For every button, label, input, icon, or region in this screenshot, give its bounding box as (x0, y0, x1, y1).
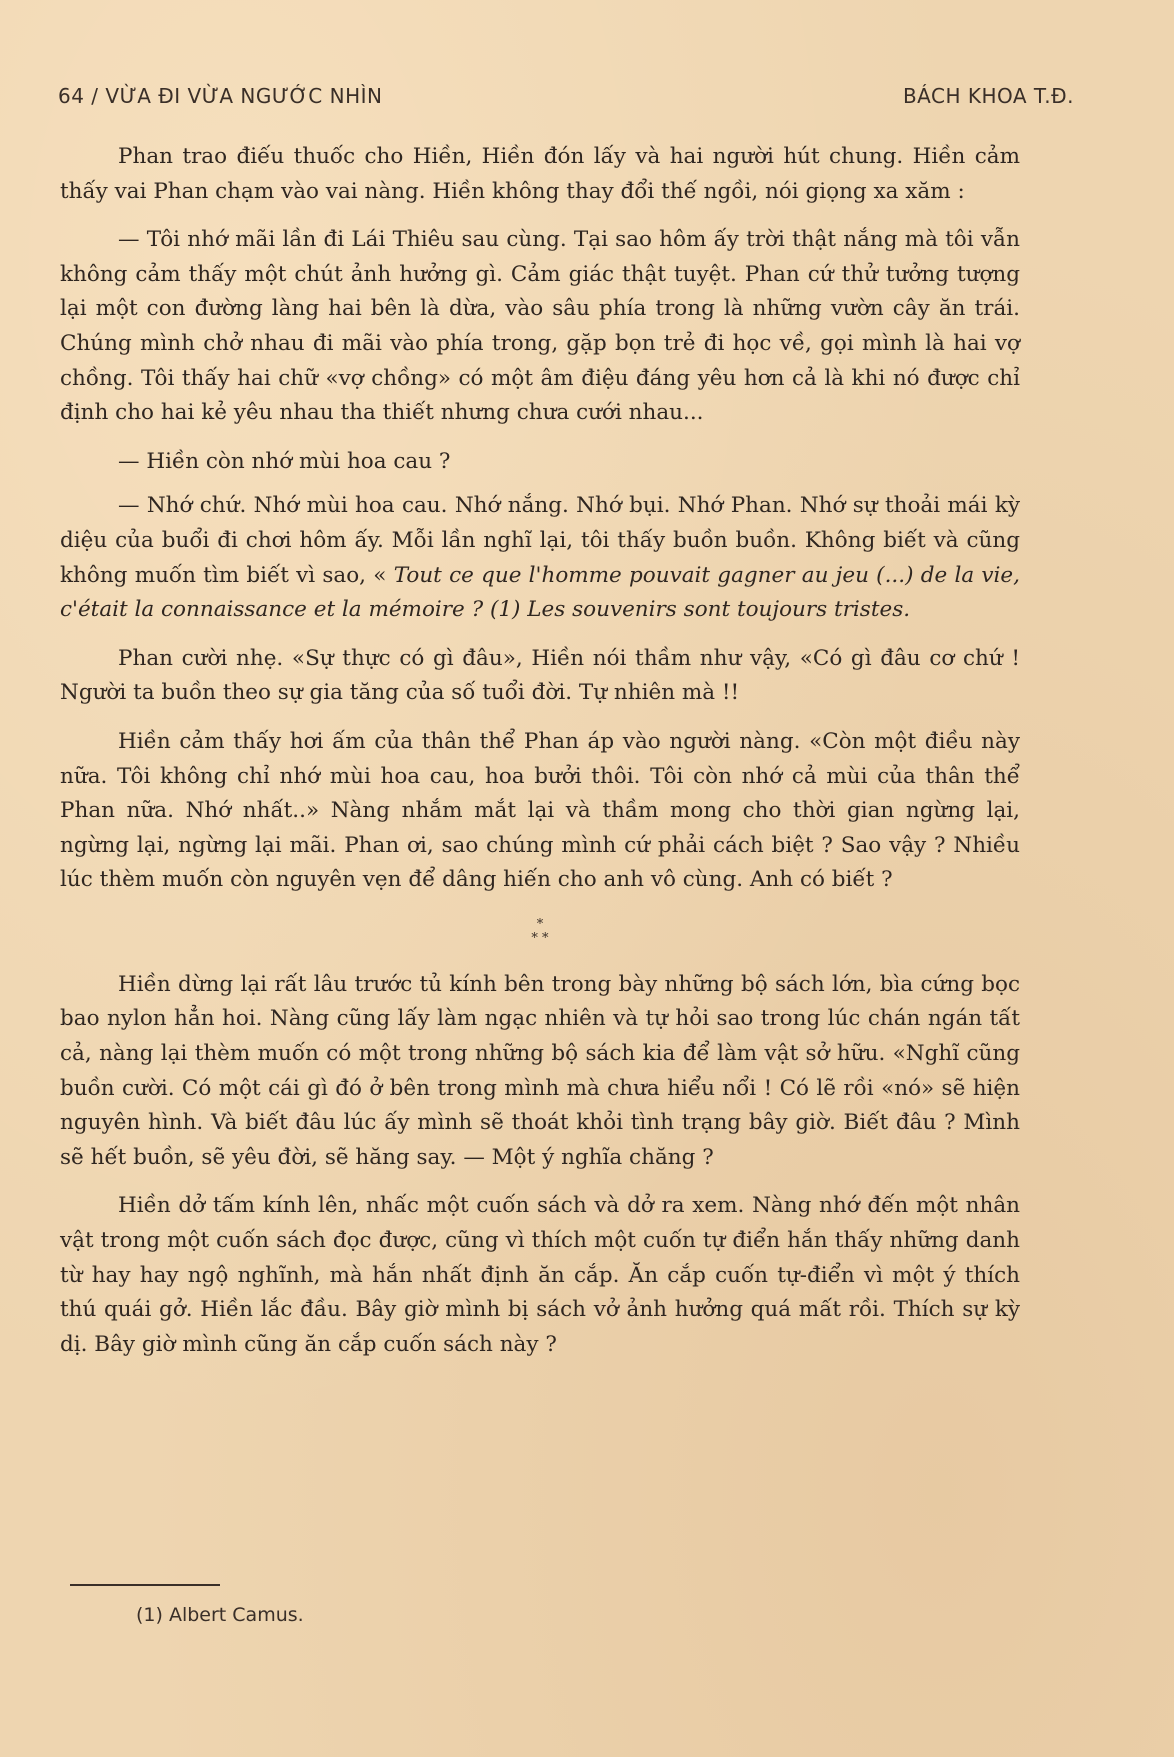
paragraph-2: — Tôi nhớ mãi lần đi Lái Thiêu sau cùng. Tại sao hôm ấy trời thật nắng mà tôi vẫn không cảm thấy một chút ảnh hưởng gì. Cảm giác thật tuyệt. Phan cứ thử tưởng tượng lại một con đường làng hai bên là dừa, vào sâu phía trong là những vườn cây ăn trái. Chúng mình chở nhau đi mãi vào phía trong, gặp bọn trẻ đi học về, gọi mình là hai vợ chồng. Tôi thấy hai chữ «vợ chồng» có một âm điệu đáng yêu hơn cả là khi nó được chỉ định cho hai kẻ yêu nhau tha thiết nhưng chưa cưới nhau... (60, 227, 1020, 426)
paragraph-4 (60, 489, 1020, 627)
header-page-title: 64 / VỪA ĐI VỪA NGƯỚC NHÌN (58, 84, 383, 108)
asterism-top: * (536, 916, 544, 932)
header-publication: BÁCH KHOA T.Đ. (902, 84, 1074, 108)
paragraph-1: Phan trao điếu thuốc cho Hiền, Hiền đón lấy và hai người hút chung. Hiền cảm thấy vai Phan chạm vào vai nàng. Hiền không thay đổi thế ngồi, nói giọng xa xăm : (60, 144, 1020, 204)
footnote: (1) Albert Camus. (136, 1604, 304, 1626)
paragraph-6: Hiền cảm thấy hơi ấm của thân thể Phan áp vào người nàng. «Còn một điều này nữa. Tôi không chỉ nhớ mùi hoa cau, hoa bưởi thôi. Tôi còn nhớ cả mùi của thân thể Phan nữa. Nhớ nhất..» Nàng nhắm mắt lại và thầm mong cho thời gian ngừng lại, ngừng lại, ngừng lại mãi. Phan ơi, sao chúng mình cứ phải cách biệt ? Sao vậy ? Nhiều lúc thèm muốn còn nguyên vẹn để dâng hiến cho anh vô cùng. Anh có biết ? (60, 728, 1020, 893)
camus-quote: Tout ce que l'homme pouvait gagner au jeu (...) de la vie, c'était la connaissance et la mémoire ? (1) Les souvenirs sont toujours tristes. (60, 562, 1020, 623)
paragraph-4-lead: — Nhớ chứ. Nhớ mùi hoa cau. Nhớ nắng. Nhớ bụi. Nhớ Phan. Nhớ sự thoải mái kỳ diệu của buổi đi chơi hôm ấy. Mỗi lần nghĩ lại, tôi thấy buồn buồn. Không biết và cũng không muốn tìm biết vì sao, « (60, 493, 1020, 588)
body-text (60, 140, 1020, 1362)
running-header (58, 84, 1074, 114)
section-break-asterism (60, 918, 1020, 946)
paragraph-7: Hiền dừng lại rất lâu trước tủ kính bên trong bày những bộ sách lớn, bìa cứng bọc bao nylon hẳn hoi. Nàng cũng lấy làm ngạc nhiên và tự hỏi sao trong lúc chán ngán tất cả, nàng lại thèm muốn có một trong những bộ sách kia để làm vật sở hữu. «Nghĩ cũng buồn cười. Có một cái gì đó ở bên trong mình mà chưa hiểu nổi ! Có lẽ rồi «nó» sẽ hiện nguyên hình. Và biết đâu lúc ấy mình sẽ thoát khỏi tình trạng bây giờ. Biết đâu ? Mình sẽ hết buồn, sẽ yêu đời, sẽ hăng say. — Một ý nghĩa chăng ? (60, 971, 1020, 1170)
paragraph-5: Phan cười nhẹ. «Sự thực có gì đâu», Hiền nói thầm như vậy, «Có gì đâu cơ chứ ! Người ta buồn theo sự gia tăng của số tuổi đời. Tự nhiên mà !! (60, 645, 1020, 706)
footnote-divider (70, 1584, 220, 1586)
paragraph-8: Hiền dở tấm kính lên, nhấc một cuốn sách và dở ra xem. Nàng nhớ đến một nhân vật trong một cuốn sách đọc được, cũng vì thích một cuốn tự điển hắn thấy những danh từ hay hay ngộ nghĩnh, mà hắn nhất định ăn cắp. Ăn cắp cuốn tự-điển vì một ý thích thú quái gở. Hiền lắc đầu. Bây giờ mình bị sách vở ảnh hưởng quá mất rồi. Thích sự kỳ dị. Bây giờ mình cũng ăn cắp cuốn sách này ? (60, 1193, 1020, 1357)
asterism-bottom: * * (531, 930, 549, 946)
paragraph-3: — Hiền còn nhớ mùi hoa cau ? (118, 448, 451, 474)
